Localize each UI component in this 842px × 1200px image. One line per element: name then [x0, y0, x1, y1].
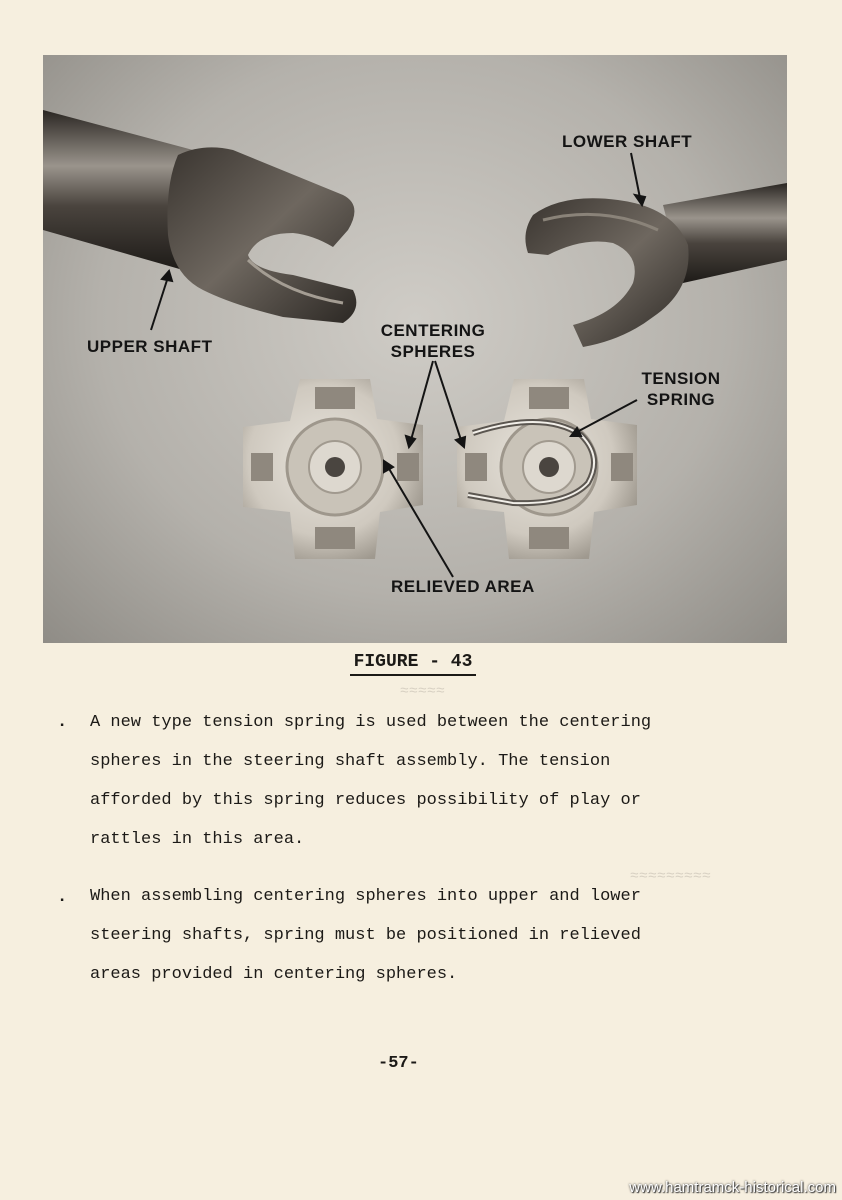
paragraph-line: A new type tension spring is used between the centering — [90, 713, 652, 732]
figure-photo — [43, 55, 787, 643]
watermark: www.hamtramck-historical.com — [629, 1179, 836, 1196]
figure-caption: FIGURE - 43 — [350, 652, 476, 676]
paragraph-line: afforded by this spring reduces possibility of play or — [90, 791, 641, 810]
paragraph-1 — [90, 703, 750, 859]
tension-spring-label: TENSION SPRING — [641, 369, 721, 409]
paragraph-line: rattles in this area. — [90, 830, 305, 849]
paragraph-line: spheres in the steering shaft assembly. The tension — [90, 752, 611, 771]
paragraph-line: steering shafts, spring must be positioned in relieved — [90, 926, 641, 945]
centering-spheres-label: CENTERING SPHERES — [380, 321, 486, 361]
paragraph-2-bullet: . — [57, 888, 68, 907]
paragraph-2 — [90, 877, 750, 994]
relieved-area-label: RELIEVED AREA — [391, 577, 535, 596]
bleed-through-1: ≈≈≈≈≈ — [400, 683, 446, 700]
bleed-through-2: ≈≈≈≈≈≈≈≈≈ — [630, 868, 712, 885]
lower-shaft-graphic — [525, 183, 787, 347]
upper-shaft-graphic — [43, 110, 356, 323]
paragraph-line: areas provided in centering spheres. — [90, 965, 458, 984]
paragraph-line: When assembling centering spheres into upper and lower — [90, 887, 641, 906]
right-centering-sphere-graphic — [457, 379, 637, 559]
paragraph-1-bullet: . — [57, 713, 68, 732]
page-number: -57- — [378, 1054, 419, 1073]
lower-shaft-label: LOWER SHAFT — [562, 132, 693, 151]
upper-shaft-label: UPPER SHAFT — [87, 337, 213, 356]
left-centering-sphere-graphic — [243, 379, 423, 559]
